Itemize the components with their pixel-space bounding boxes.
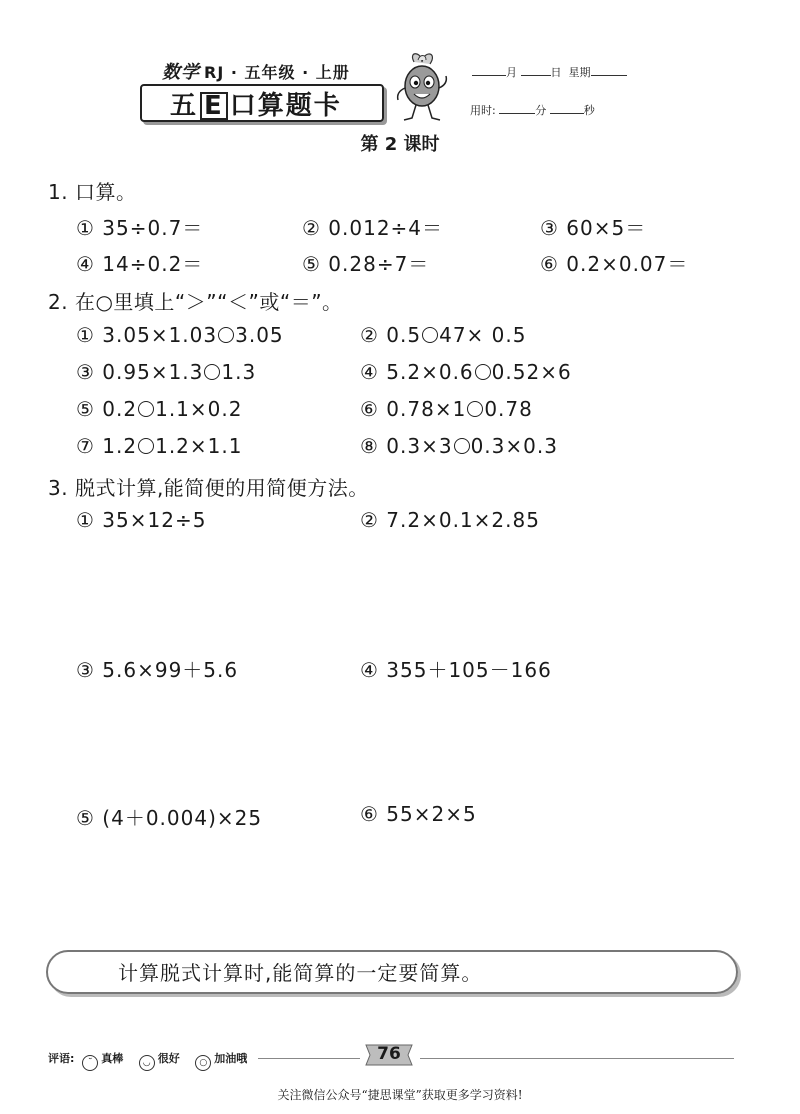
evaluation-row (48, 1050, 247, 1071)
compare-circle-blank[interactable] (475, 364, 491, 380)
oral-item-2: ② 0.012÷4＝ (302, 216, 444, 240)
eval-cheer: 加油哦 (214, 1052, 248, 1065)
compare-item-7 (76, 434, 242, 458)
compare-item-1 (76, 323, 284, 347)
weekday-label: 星期 (568, 66, 591, 79)
time-label: 用时: (470, 104, 496, 117)
compare-item-8 (360, 434, 558, 458)
section2-title: 2. 在○里填上“＞”“＜”或“＝”。 (48, 290, 343, 314)
eval-great: 真棒 (101, 1052, 124, 1065)
calc-item-5: ⑤ (4＋0.004)×25 (76, 806, 263, 830)
compare-circle-blank[interactable] (218, 327, 234, 343)
compare-left: ⑧ 0.3×3 (360, 434, 453, 458)
compare-item-6 (360, 397, 533, 421)
compare-left: ④ 5.2×0.6 (360, 360, 474, 384)
oral-item-4: ④ 14÷0.2＝ (76, 252, 204, 276)
title-prefix: 五 (170, 91, 199, 121)
compare-circle-blank[interactable] (422, 327, 438, 343)
cheer-face-icon: ○ (195, 1055, 211, 1071)
compare-circle-blank[interactable] (454, 438, 470, 454)
title-main: 口算题卡 (229, 91, 342, 121)
compare-circle-blank[interactable] (204, 364, 220, 380)
promo-text: 关注微信公众号“捷思课堂”获取更多学习资料! (277, 1088, 523, 1102)
calc-item-3: ③ 5.6×99＋5.6 (76, 658, 239, 682)
compare-left: ⑦ 1.2 (76, 434, 138, 458)
compare-right: 47× 0.5 (439, 323, 527, 347)
compare-item-3 (76, 360, 256, 384)
second-label: 秒 (583, 104, 595, 117)
compare-right: 1.1×0.2 (155, 397, 243, 421)
calc-item-2: ② 7.2×0.1×2.85 (360, 508, 540, 532)
date-fill-line (472, 64, 627, 80)
subject-label (162, 58, 350, 84)
calc-item-1: ① 35×12÷5 (76, 508, 207, 532)
section3-title: 3. 脱式计算,能简便的用简便方法。 (48, 476, 369, 500)
oral-item-6: ⑥ 0.2×0.07＝ (540, 252, 689, 276)
smile-face-icon: ◡ (139, 1055, 155, 1071)
tip-text: 计算脱式计算时,能简算的一定要简算。 (118, 961, 483, 985)
laugh-face-icon: ˘ (82, 1055, 98, 1071)
compare-left: ⑤ 0.2 (76, 397, 138, 421)
page-number: 76 (377, 1044, 401, 1064)
oral-item-1: ① 35÷0.7＝ (76, 216, 204, 240)
time-fill-line (470, 102, 595, 118)
compare-circle-blank[interactable] (138, 401, 154, 417)
section1-title: 1. 口算。 (48, 180, 137, 204)
compare-right: 1.2×1.1 (155, 434, 243, 458)
compare-left: ⑥ 0.78×1 (360, 397, 467, 421)
compare-left: ① 3.05×1.03 (76, 323, 218, 347)
footer-rule-right (420, 1058, 734, 1059)
edition-label: RJ · 五年级 · 上册 (204, 63, 350, 82)
subject-name: 数学 (162, 62, 200, 83)
month-label: 月 (506, 66, 517, 79)
card-title (170, 85, 342, 122)
lesson-title: 第 2 课时 (360, 134, 440, 155)
compare-item-5 (76, 397, 242, 421)
eval-good: 很好 (157, 1052, 180, 1065)
footer-rule-left (258, 1058, 360, 1059)
compare-right: 0.78 (484, 397, 533, 421)
compare-item-4 (360, 360, 572, 384)
radish-mascot-icon (392, 48, 452, 126)
title-letter: E (200, 92, 228, 120)
calc-item-4: ④ 355＋105－166 (360, 658, 552, 682)
minute-label: 分 (535, 104, 547, 117)
compare-item-2 (360, 323, 526, 347)
compare-right: 0.52×6 (491, 360, 572, 384)
compare-circle-blank[interactable] (138, 438, 154, 454)
compare-circle-blank[interactable] (467, 401, 483, 417)
compare-left: ② 0.5 (360, 323, 422, 347)
compare-right: 3.05 (235, 323, 284, 347)
compare-left: ③ 0.95×1.3 (76, 360, 204, 384)
calc-item-6: ⑥ 55×2×5 (360, 802, 477, 826)
compare-right: 1.3 (221, 360, 257, 384)
oral-item-3: ③ 60×5＝ (540, 216, 647, 240)
eval-label: 评语: (48, 1052, 75, 1065)
oral-item-5: ⑤ 0.28÷7＝ (302, 252, 430, 276)
day-label: 日 (550, 66, 562, 79)
compare-right: 0.3×0.3 (470, 434, 558, 458)
